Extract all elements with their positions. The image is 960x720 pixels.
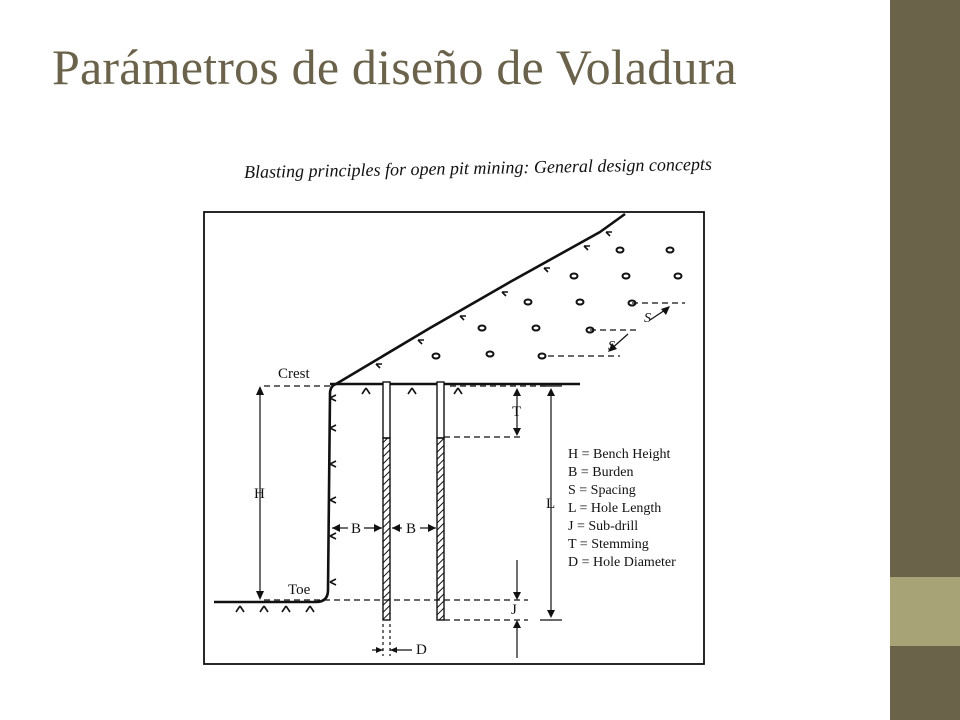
figure-caption: Blasting principles for open pit mining: General design concepts: [243, 153, 713, 182]
bench-profile: [214, 214, 625, 602]
drill-hole-1: [383, 382, 390, 620]
hole-marker: [623, 274, 630, 279]
label-s-2: S: [608, 339, 615, 354]
hole-diameter-dimension: [372, 624, 412, 656]
legend-item: S = Spacing: [568, 483, 636, 498]
hole-marker: [533, 326, 540, 331]
legend-item: B = Burden: [568, 465, 634, 480]
hole-marker: [667, 248, 674, 253]
blasting-figure: [180, 150, 814, 692]
label-b-2: B: [406, 521, 417, 537]
blast-design-diagram: [180, 150, 814, 692]
label-b-1: B: [351, 521, 362, 537]
hole-marker: [487, 352, 494, 357]
legend-item: J = Sub-drill: [568, 519, 639, 534]
side-band-dark-bottom: [890, 646, 960, 720]
side-band-light: [890, 577, 960, 646]
label-toe: Toe: [288, 582, 311, 598]
label-l: L: [546, 496, 556, 512]
hole-marker: [433, 354, 440, 359]
legend: [568, 447, 676, 570]
hole-marker: [675, 274, 682, 279]
label-d: D: [416, 642, 427, 658]
legend-item: D = Hole Diameter: [568, 555, 676, 570]
ground-tick-marks: [236, 232, 612, 612]
drill-hole-2: [437, 382, 444, 620]
hole-marker: [539, 354, 546, 359]
legend-item: H = Bench Height: [568, 447, 671, 462]
slide-title: Parámetros de diseño de Voladura: [52, 39, 737, 95]
hole-marker: [571, 274, 578, 279]
hole-marker: [525, 300, 532, 305]
hole-marker: [577, 300, 584, 305]
label-crest: Crest: [278, 366, 310, 382]
spacing-dimension: [608, 306, 670, 352]
legend-item: L = Hole Length: [568, 501, 662, 516]
side-band-dark: [890, 0, 960, 577]
label-s-1: S: [644, 311, 651, 326]
legend-item: T = Stemming: [568, 537, 649, 552]
label-j: J: [511, 602, 517, 618]
label-h: H: [254, 486, 265, 502]
label-t: T: [512, 404, 522, 420]
hole-marker: [617, 248, 624, 253]
hole-marker: [479, 326, 486, 331]
diagram-frame: [204, 212, 704, 664]
